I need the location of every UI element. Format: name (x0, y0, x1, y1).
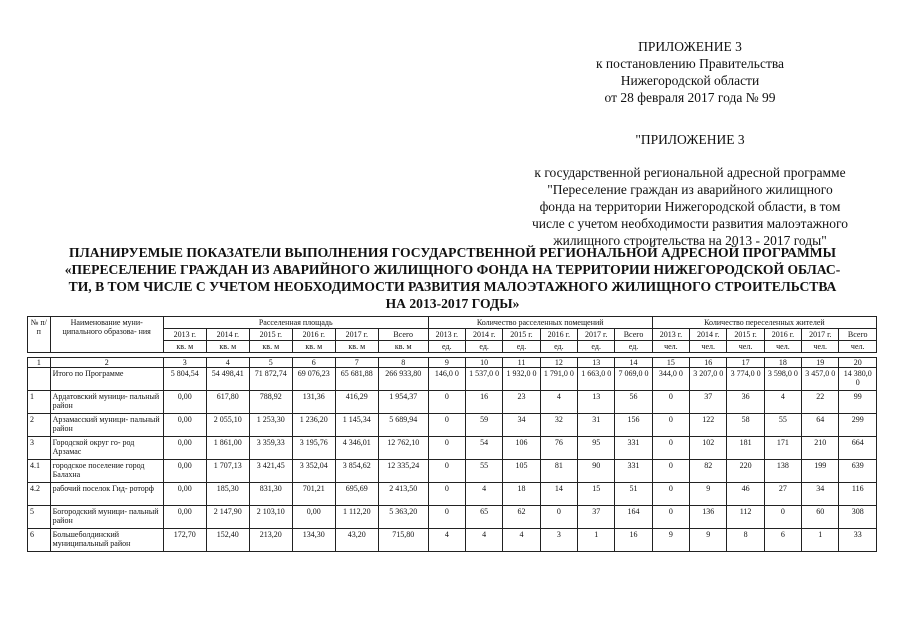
header-people-year: 2016 г. (764, 329, 801, 341)
value-cell: 344,0 0 (652, 368, 689, 391)
header-people-unit: чел. (839, 341, 877, 353)
value-cell: 2 147,90 (206, 506, 249, 529)
header-people-unit: чел. (802, 341, 839, 353)
value-cell: 185,30 (206, 483, 249, 506)
row-name-cell: Арзамасский муници- пальный район (50, 414, 163, 437)
appendix-title: ПРИЛОЖЕНИЕ 3 (638, 39, 742, 54)
value-cell: 1 791,0 0 (540, 368, 577, 391)
value-cell: 788,92 (249, 391, 292, 414)
value-cell: 81 (540, 460, 577, 483)
value-cell: 2 413,50 (378, 483, 428, 506)
value-cell: 0,00 (163, 460, 206, 483)
value-cell: 90 (578, 460, 615, 483)
row-name-cell: Городской округ го- род Арзамас (50, 437, 163, 460)
header-area-group: Расселенная площадь (163, 317, 428, 329)
appendix-line: к постановлению Правительства (595, 56, 785, 71)
value-cell: 76 (540, 437, 577, 460)
table-row (28, 414, 877, 437)
value-cell: 199 (802, 460, 839, 483)
value-cell: 37 (578, 506, 615, 529)
value-cell: 5 804,54 (163, 368, 206, 391)
program-appendix-title: "ПРИЛОЖЕНИЕ 3 (635, 132, 745, 147)
column-number: 11 (503, 358, 540, 368)
header-people-year: 2014 г. (690, 329, 727, 341)
value-cell: 59 (465, 414, 502, 437)
header-people-year: Всего (839, 329, 877, 341)
header-area-year: 2016 г. (292, 329, 335, 341)
header-people-unit: чел. (652, 341, 689, 353)
value-cell: 4 (764, 391, 801, 414)
value-cell: 112 (727, 506, 764, 529)
header-people-unit: чел. (764, 341, 801, 353)
column-number: 18 (764, 358, 801, 368)
value-cell: 106 (503, 437, 540, 460)
value-cell: 0 (540, 506, 577, 529)
header-rooms-group: Количество расселенных помещений (428, 317, 652, 329)
value-cell: 4 346,01 (335, 437, 378, 460)
column-number-row (28, 358, 877, 368)
value-cell: 146,0 0 (428, 368, 465, 391)
value-cell: 0,00 (163, 414, 206, 437)
value-cell: 0 (428, 414, 465, 437)
value-cell: 5 363,20 (378, 506, 428, 529)
program-appendix-line: фонда на территории Нижегородской области, в том (539, 199, 841, 214)
column-number: 2 (50, 358, 163, 368)
value-cell: 1 932,0 0 (503, 368, 540, 391)
value-cell: 71 872,74 (249, 368, 292, 391)
header-area-unit: кв. м (163, 341, 206, 353)
value-cell: 105 (503, 460, 540, 483)
value-cell: 136 (690, 506, 727, 529)
value-cell: 58 (727, 414, 764, 437)
value-cell: 12 335,24 (378, 460, 428, 483)
column-number: 12 (540, 358, 577, 368)
value-cell: 0,00 (292, 506, 335, 529)
value-cell: 331 (615, 437, 652, 460)
value-cell: 2 103,10 (249, 506, 292, 529)
value-cell: 33 (839, 529, 877, 552)
value-cell: 6 (764, 529, 801, 552)
value-cell: 54 498,41 (206, 368, 249, 391)
value-cell: 156 (615, 414, 652, 437)
value-cell: 2 055,10 (206, 414, 249, 437)
value-cell: 9 (690, 529, 727, 552)
value-cell: 701,21 (292, 483, 335, 506)
table-row (28, 391, 877, 414)
header-area-unit: кв. м (249, 341, 292, 353)
value-cell: 131,36 (292, 391, 335, 414)
row-number-cell: 4.1 (28, 460, 51, 483)
value-cell: 3 457,0 0 (802, 368, 839, 391)
title-line: «ПЕРЕСЕЛЕНИЕ ГРАЖДАН ИЗ АВАРИЙНОГО ЖИЛИЩНОГО ФОНДА НА ТЕРРИТОРИИ НИЖЕГОРОДСКОЙ ОБЛАС- (64, 262, 841, 277)
header-rooms-year: 2016 г. (540, 329, 577, 341)
value-cell: 0 (428, 391, 465, 414)
value-cell: 69 076,23 (292, 368, 335, 391)
indicators-table (27, 316, 877, 552)
value-cell: 0 (652, 506, 689, 529)
header-rooms-unit: ед. (503, 341, 540, 353)
value-cell: 3 598,0 0 (764, 368, 801, 391)
header-area-year: 2015 г. (249, 329, 292, 341)
value-cell: 1 236,20 (292, 414, 335, 437)
value-cell: 0 (428, 437, 465, 460)
value-cell: 1 537,0 0 (465, 368, 502, 391)
value-cell: 0 (652, 414, 689, 437)
header-rooms-unit: ед. (540, 341, 577, 353)
value-cell: 82 (690, 460, 727, 483)
value-cell: 9 (690, 483, 727, 506)
value-cell: 14 380,0 0 (839, 368, 877, 391)
value-cell: 695,69 (335, 483, 378, 506)
table-row (28, 437, 877, 460)
header-people-group: Количество переселенных жителей (652, 317, 876, 329)
column-number: 14 (615, 358, 652, 368)
header-num: № п/ п (28, 317, 51, 353)
value-cell: 0 (652, 437, 689, 460)
column-number: 17 (727, 358, 764, 368)
value-cell: 65 681,88 (335, 368, 378, 391)
row-name-cell: городское поселение город Балахна (50, 460, 163, 483)
total-row (28, 368, 877, 391)
value-cell: 36 (727, 391, 764, 414)
appendix-line: от 28 февраля 2017 года № 99 (604, 90, 776, 105)
value-cell: 664 (839, 437, 877, 460)
value-cell: 65 (465, 506, 502, 529)
value-cell: 22 (802, 391, 839, 414)
column-number: 6 (292, 358, 335, 368)
value-cell: 639 (839, 460, 877, 483)
value-cell: 5 689,94 (378, 414, 428, 437)
row-number-cell: 6 (28, 529, 51, 552)
value-cell: 1 861,00 (206, 437, 249, 460)
title-line: ПЛАНИРУЕМЫЕ ПОКАЗАТЕЛИ ВЫПОЛНЕНИЯ ГОСУДАРСТВЕННОЙ РЕГИОНАЛЬНОЙ АДРЕСНОЙ ПРОГРАММЫ (69, 245, 836, 260)
value-cell: 16 (615, 529, 652, 552)
value-cell: 0,00 (163, 483, 206, 506)
appendix-block (480, 38, 900, 106)
value-cell: 122 (690, 414, 727, 437)
value-cell: 7 069,0 0 (615, 368, 652, 391)
value-cell: 1 954,37 (378, 391, 428, 414)
row-number-cell: 2 (28, 414, 51, 437)
value-cell: 3 854,62 (335, 460, 378, 483)
header-rooms-year: 2017 г. (578, 329, 615, 341)
value-cell: 134,30 (292, 529, 335, 552)
header-people-unit: чел. (727, 341, 764, 353)
header-area-year: 2013 г. (163, 329, 206, 341)
value-cell: 12 762,10 (378, 437, 428, 460)
title-line: ТИ, В ТОМ ЧИСЛЕ С УЧЕТОМ НЕОБХОДИМОСТИ РАЗВИТИЯ МАЛОЭТАЖНОГО ЖИЛИЩНОГО СТРОИТЕЛЬСТВА (68, 279, 837, 294)
column-number: 1 (28, 358, 51, 368)
header-people-year: 2015 г. (727, 329, 764, 341)
header-people-unit: чел. (690, 341, 727, 353)
header-people-year: 2017 г. (802, 329, 839, 341)
value-cell: 116 (839, 483, 877, 506)
value-cell: 138 (764, 460, 801, 483)
column-number: 19 (802, 358, 839, 368)
value-cell: 4 (503, 529, 540, 552)
value-cell: 299 (839, 414, 877, 437)
header-area-unit: кв. м (292, 341, 335, 353)
program-appendix-line: "Переселение граждан из аварийного жилищного (547, 182, 833, 197)
header-rooms-year: 2014 г. (465, 329, 502, 341)
table-row (28, 460, 877, 483)
title-line: НА 2013-2017 ГОДЫ» (385, 296, 520, 311)
value-cell: 0 (652, 391, 689, 414)
value-cell: 0 (428, 460, 465, 483)
value-cell: 1 112,20 (335, 506, 378, 529)
value-cell: 1 145,34 (335, 414, 378, 437)
column-number: 10 (465, 358, 502, 368)
value-cell: 3 421,45 (249, 460, 292, 483)
value-cell: 152,40 (206, 529, 249, 552)
row-name-cell: Ардатовский муници- пальный район (50, 391, 163, 414)
header-rooms-year: 2013 г. (428, 329, 465, 341)
header-area-year: Всего (378, 329, 428, 341)
row-name-cell: Большеболдинский муниципальный район (50, 529, 163, 552)
column-number: 20 (839, 358, 877, 368)
table-row (28, 483, 877, 506)
appendix-line: Нижегородской области (620, 73, 760, 88)
value-cell: 31 (578, 414, 615, 437)
header-rooms-unit: ед. (465, 341, 502, 353)
value-cell: 4 (540, 391, 577, 414)
column-number: 3 (163, 358, 206, 368)
value-cell: 51 (615, 483, 652, 506)
value-cell: 54 (465, 437, 502, 460)
value-cell: 213,20 (249, 529, 292, 552)
program-appendix-block (480, 131, 900, 249)
value-cell: 1 663,0 0 (578, 368, 615, 391)
value-cell: 8 (727, 529, 764, 552)
value-cell: 0 (652, 483, 689, 506)
column-number: 13 (578, 358, 615, 368)
value-cell: 617,80 (206, 391, 249, 414)
header-rooms-year: 2015 г. (503, 329, 540, 341)
column-number: 16 (690, 358, 727, 368)
column-number: 4 (206, 358, 249, 368)
row-number-cell: 4.2 (28, 483, 51, 506)
value-cell: 46 (727, 483, 764, 506)
value-cell: 99 (839, 391, 877, 414)
table-row (28, 506, 877, 529)
column-number: 7 (335, 358, 378, 368)
value-cell: 0 (764, 506, 801, 529)
value-cell: 831,30 (249, 483, 292, 506)
value-cell: 102 (690, 437, 727, 460)
value-cell: 64 (802, 414, 839, 437)
header-rooms-unit: ед. (428, 341, 465, 353)
header-people-year: 2013 г. (652, 329, 689, 341)
value-cell: 416,29 (335, 391, 378, 414)
program-appendix-line: числе с учетом необходимости развития малоэтажного (532, 216, 848, 231)
table-row (28, 529, 877, 552)
value-cell: 715,80 (378, 529, 428, 552)
value-cell: 1 707,13 (206, 460, 249, 483)
column-number: 15 (652, 358, 689, 368)
value-cell: 23 (503, 391, 540, 414)
value-cell: 3 359,33 (249, 437, 292, 460)
header-area-unit: кв. м (378, 341, 428, 353)
row-name-cell: рабочий поселок Гид- роторф (50, 483, 163, 506)
value-cell: 56 (615, 391, 652, 414)
value-cell: 331 (615, 460, 652, 483)
value-cell: 0,00 (163, 506, 206, 529)
value-cell: 15 (578, 483, 615, 506)
value-cell: 55 (465, 460, 502, 483)
row-number-cell: 5 (28, 506, 51, 529)
header-rooms-unit: ед. (578, 341, 615, 353)
value-cell: 3 774,0 0 (727, 368, 764, 391)
value-cell: 62 (503, 506, 540, 529)
value-cell: 3 207,0 0 (690, 368, 727, 391)
value-cell: 55 (764, 414, 801, 437)
value-cell: 210 (802, 437, 839, 460)
table-body (28, 368, 877, 552)
row-name-cell: Итого по Программе (50, 368, 163, 391)
value-cell: 171 (764, 437, 801, 460)
header-area-year: 2014 г. (206, 329, 249, 341)
row-number-cell: 3 (28, 437, 51, 460)
value-cell: 0 (428, 483, 465, 506)
value-cell: 220 (727, 460, 764, 483)
column-number: 8 (378, 358, 428, 368)
value-cell: 4 (465, 529, 502, 552)
value-cell: 1 253,30 (249, 414, 292, 437)
value-cell: 308 (839, 506, 877, 529)
program-appendix-line: к государственной региональной адресной программе (534, 165, 846, 180)
document-title (10, 244, 895, 312)
value-cell: 32 (540, 414, 577, 437)
value-cell: 60 (802, 506, 839, 529)
header-rooms-year: Всего (615, 329, 652, 341)
value-cell: 164 (615, 506, 652, 529)
header-area-unit: кв. м (335, 341, 378, 353)
value-cell: 0,00 (163, 437, 206, 460)
value-cell: 4 (465, 483, 502, 506)
column-number: 5 (249, 358, 292, 368)
header-name: Наименование муни- ципального образова- ния (50, 317, 163, 353)
value-cell: 43,20 (335, 529, 378, 552)
value-cell: 13 (578, 391, 615, 414)
value-cell: 172,70 (163, 529, 206, 552)
value-cell: 0 (428, 506, 465, 529)
value-cell: 0 (652, 460, 689, 483)
value-cell: 34 (503, 414, 540, 437)
header-area-year: 2017 г. (335, 329, 378, 341)
value-cell: 3 352,04 (292, 460, 335, 483)
program-appendix-line: жилищного строительства на 2013 - 2017 годы" (553, 233, 827, 248)
value-cell: 4 (428, 529, 465, 552)
value-cell: 16 (465, 391, 502, 414)
value-cell: 1 (802, 529, 839, 552)
value-cell: 14 (540, 483, 577, 506)
value-cell: 181 (727, 437, 764, 460)
value-cell: 9 (652, 529, 689, 552)
value-cell: 37 (690, 391, 727, 414)
value-cell: 95 (578, 437, 615, 460)
value-cell: 1 (578, 529, 615, 552)
value-cell: 0,00 (163, 391, 206, 414)
value-cell: 18 (503, 483, 540, 506)
row-number-cell: 1 (28, 391, 51, 414)
value-cell: 34 (802, 483, 839, 506)
row-number-cell (28, 368, 51, 391)
value-cell: 266 933,80 (378, 368, 428, 391)
header-rooms-unit: ед. (615, 341, 652, 353)
column-number: 9 (428, 358, 465, 368)
value-cell: 3 (540, 529, 577, 552)
value-cell: 27 (764, 483, 801, 506)
row-name-cell: Богородский муници- пальный район (50, 506, 163, 529)
header-area-unit: кв. м (206, 341, 249, 353)
value-cell: 3 195,76 (292, 437, 335, 460)
